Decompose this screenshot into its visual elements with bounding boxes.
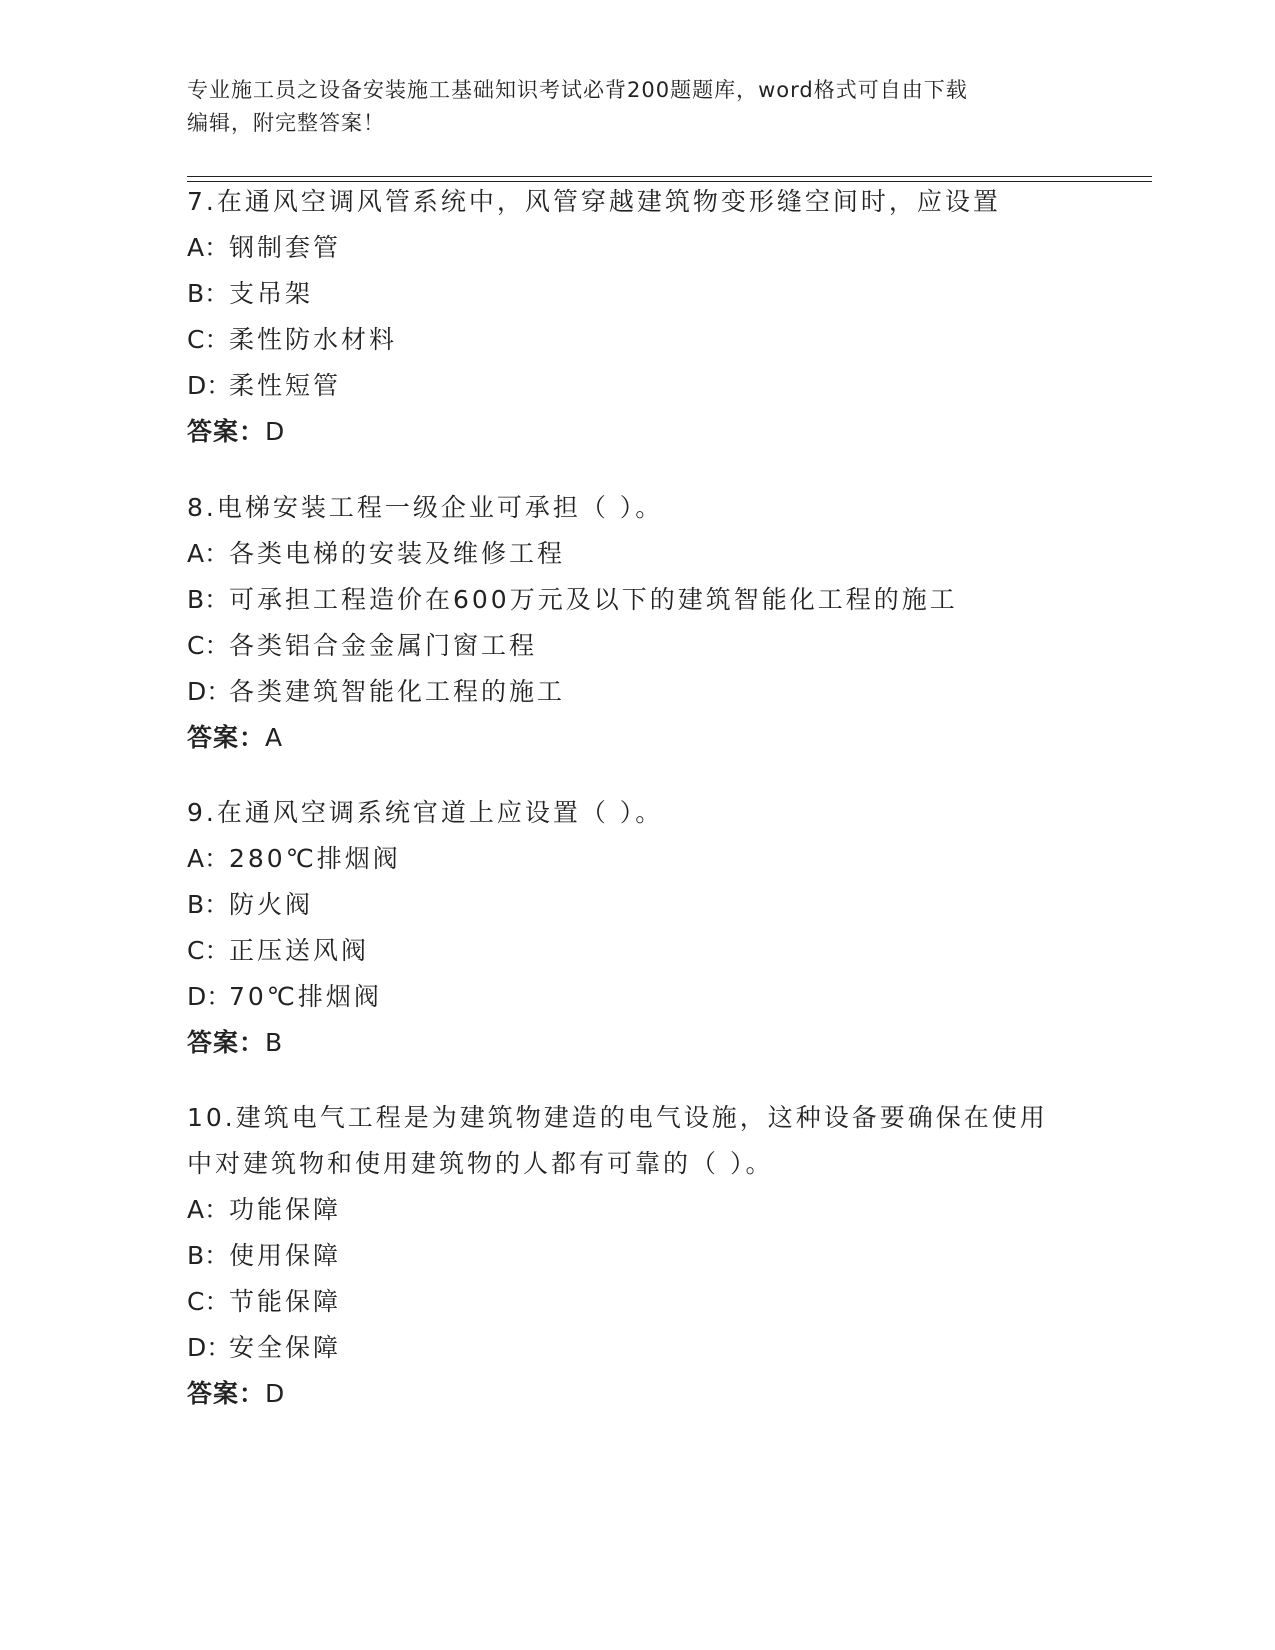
option-letter: A：: [187, 1195, 230, 1224]
question-stem: 8.电梯安装工程一级企业可承担（ ）。: [187, 493, 664, 522]
answer-line: [187, 409, 1087, 455]
question-stem-line-1: 10.建筑电气工程是为建筑物建造的电气设施，这种设备要确保在使用: [187, 1103, 1048, 1132]
option-letter: C：: [187, 631, 230, 660]
option-letter: A：: [187, 844, 230, 873]
answer-value: B: [265, 1028, 284, 1057]
option-text: 功能保障: [229, 1195, 342, 1224]
option-text: 可承担工程造价在600万元及以下的建筑智能化工程的施工: [229, 585, 958, 614]
option-letter: D：: [187, 371, 232, 400]
option-b: [187, 1233, 1087, 1279]
option-text: 钢制套管: [229, 233, 342, 262]
option-letter: C：: [187, 325, 230, 354]
option-letter: D：: [187, 677, 232, 706]
header-line-1: 专业施工员之设备安装施工基础知识考试必背200题题库，word格式可自由下载: [187, 78, 968, 102]
option-c: [187, 317, 1087, 363]
question-8: [187, 485, 1087, 761]
option-letter: B：: [187, 890, 230, 919]
option-letter: C：: [187, 1287, 230, 1316]
option-text: 280℃排烟阀: [229, 844, 401, 873]
question-7: [187, 179, 1087, 455]
answer-label: 答案：: [187, 1379, 266, 1408]
option-c: [187, 1279, 1087, 1325]
answer-line: [187, 1371, 1087, 1417]
option-letter: D：: [187, 1333, 232, 1362]
option-d: [187, 363, 1087, 409]
option-text: 柔性防水材料: [229, 325, 398, 354]
option-text: 各类电梯的安装及维修工程: [229, 539, 566, 568]
option-a: [187, 836, 1087, 882]
option-text: 各类铝合金金属门窗工程: [229, 631, 538, 660]
option-c: [187, 623, 1087, 669]
answer-line: [187, 715, 1087, 761]
option-d: [187, 669, 1087, 715]
answer-value: A: [265, 723, 284, 752]
option-text: 防火阀: [229, 890, 314, 919]
answer-label: 答案：: [187, 723, 266, 752]
option-letter: A：: [187, 233, 230, 262]
answer-label: 答案：: [187, 417, 266, 446]
answer-value: D: [265, 417, 286, 446]
question-9: [187, 790, 1087, 1066]
option-b: [187, 882, 1087, 928]
header-rule-top: [187, 176, 1152, 177]
question-stem: 7.在通风空调风管系统中，风管穿越建筑物变形缝空间时，应设置: [187, 187, 1001, 216]
option-letter: C：: [187, 936, 230, 965]
option-d: [187, 974, 1087, 1020]
option-b: [187, 271, 1087, 317]
option-c: [187, 928, 1087, 974]
option-text: 柔性短管: [229, 371, 342, 400]
option-text: 70℃排烟阀: [229, 982, 382, 1011]
option-text: 支吊架: [229, 279, 314, 308]
option-a: [187, 225, 1087, 271]
answer-label: 答案：: [187, 1028, 266, 1057]
document-header: [187, 74, 1067, 140]
option-letter: A：: [187, 539, 230, 568]
option-b: [187, 577, 1087, 623]
option-text: 安全保障: [229, 1333, 342, 1362]
question-10: [187, 1095, 1087, 1417]
option-letter: B：: [187, 1241, 230, 1270]
question-stem: 9.在通风空调系统官道上应设置（ ）。: [187, 798, 664, 827]
answer-line: [187, 1020, 1087, 1066]
option-text: 使用保障: [229, 1241, 342, 1270]
option-letter: B：: [187, 585, 230, 614]
option-a: [187, 1187, 1087, 1233]
header-line-2: 编辑，附完整答案！: [187, 111, 385, 135]
answer-value: D: [265, 1379, 286, 1408]
option-d: [187, 1325, 1087, 1371]
option-letter: B：: [187, 279, 230, 308]
question-stem-line-2: 中对建筑物和使用建筑物的人都有可靠的（ ）。: [187, 1149, 774, 1178]
option-text: 节能保障: [229, 1287, 342, 1316]
option-text: 正压送风阀: [229, 936, 370, 965]
option-text: 各类建筑智能化工程的施工: [229, 677, 566, 706]
option-a: [187, 531, 1087, 577]
option-letter: D：: [187, 982, 232, 1011]
